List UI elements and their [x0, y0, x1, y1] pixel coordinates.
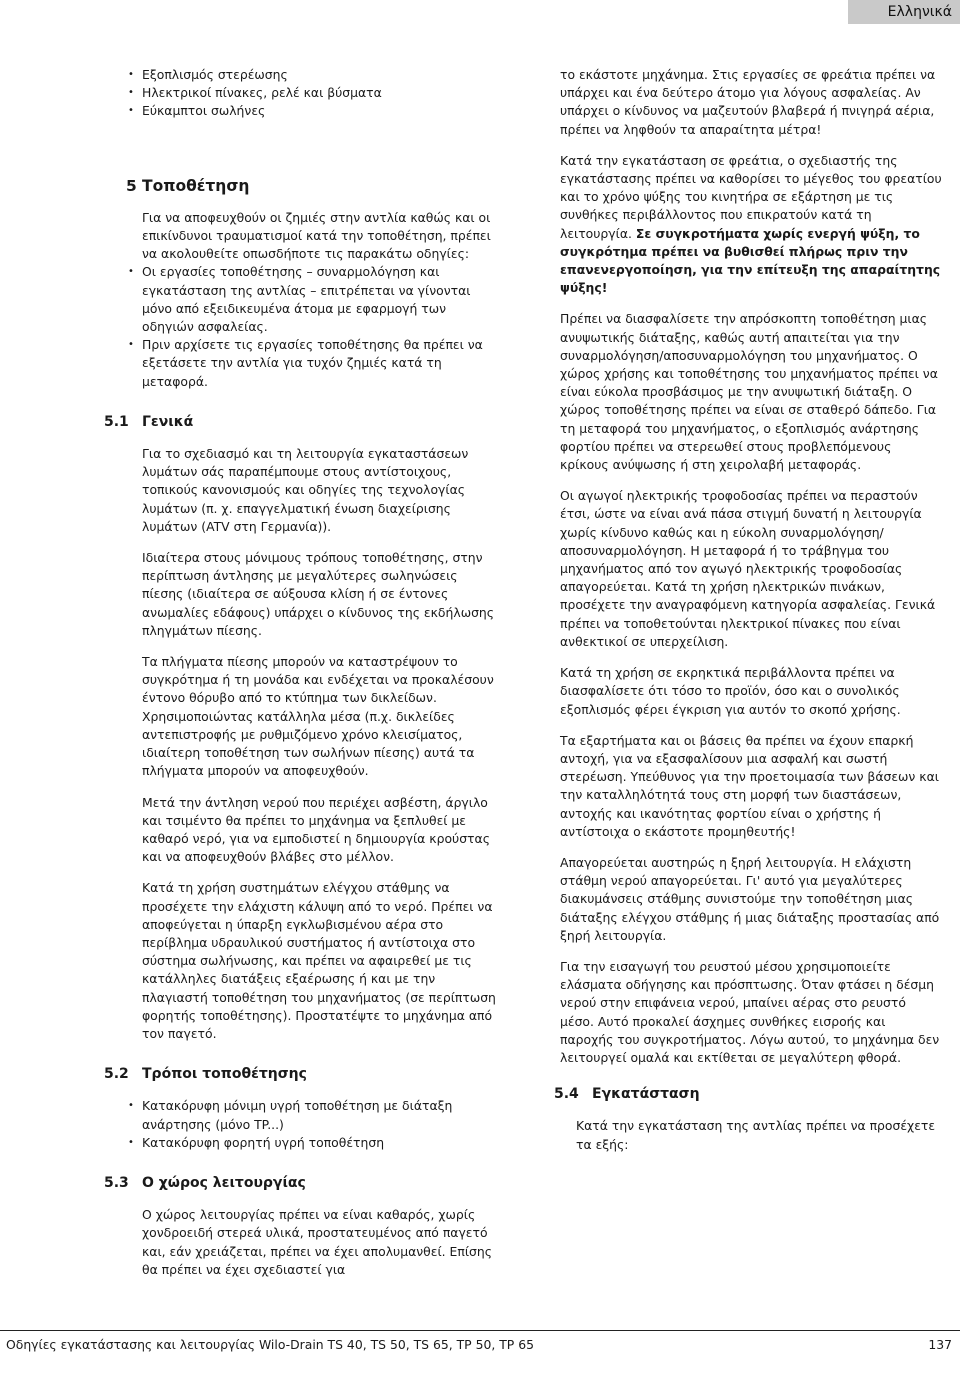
section-5-heading: [126, 177, 496, 195]
section-5-2-bullet-list: [126, 1097, 496, 1152]
section-5-3-body: [126, 1206, 496, 1279]
list-item: • Κατακόρυφη φορητή υγρή τοποθέτηση: [126, 1134, 496, 1152]
section-5-3-heading: [104, 1174, 496, 1192]
section-5-4-body: [560, 1117, 942, 1153]
intro-bullet-list: [126, 66, 496, 121]
paragraph: Τα πλήγματα πίεσης μπορούν να καταστρέψουν το συγκρότημα ή τη μονάδα και ενδέχεται να προκαλέσουν έντονο θόρυβο από το κτύπημα των δικλείδων. Χρησιμοποιώντας κατάλληλα μέσα (π.χ. δικλείδες αντεπιστροφής με ρυθμιζόμενο χρόνο κλεισίματος, ιδιαίτερη τοποθέτηση των σωλήνων πίεσης) αυτά τα πλήγματα μπορούν να αποφευχθούν.: [142, 654, 494, 779]
paragraph: Κατά τη χρήση συστημάτων ελέγχου στάθμης να προσέχετε την ελάχιστη κάλυψη από το νερό. Πρέπει να αποφεύγεται η ύπαρξη εγκλωβισμένου αέρα στο περίβλημα υδραυλικού συστήματος ή αντίστοιχα στο σύστημα σωλήνωσης, και πρέπει να αφαιρεθεί με τις κατάλληλες διατάξεις εξαέρωσης ή και με την πλαγιαστή τοποθέτηση του μηχανήματος (σε περίπτωση φορητής τοποθέτησης). Προστατέψτε το μηχάνημα από τον παγετό.: [142, 880, 496, 1041]
section-number: 5.2: [104, 1066, 129, 1083]
paragraph: Μετά την άντληση νερού που περιέχει ασβέστη, άργιλο και τσιμέντο θα πρέπει το μηχάνημα να ξεπλυθεί με καθαρό νερό, για να εμποδιστεί η δημιουργία κρούστας και να αποφευχθούν βλάβες στο μέλλον.: [142, 794, 490, 865]
paragraph: [560, 152, 942, 298]
language-tab: Ελληνικά: [848, 0, 960, 24]
section-5-body: [126, 209, 496, 264]
paragraph: Ιδιαίτερα στους μόνιμους τρόπους τοποθέτησης, στην περίπτωση άντλησης με μεγαλύτερες σωληνώσεις πίεσης (ιδιαίτερα σε αύξουσα κλίση ή σε έντονες ανωμαλίες εδάφους) υπάρχει ο κίνδυνος της εκδήλωσης πληγμάτων πίεσης.: [142, 550, 495, 638]
section-title: Ο χώρος λειτουργίας: [142, 1174, 306, 1191]
cooling-warning: Σε συγκροτήματα χωρίς ενεργή ψύξη, το συγκρότημα πρέπει να βυθισθεί πλήρως πριν την επανενεργοποίηση, για την επίτευξη της απαραίτητης ψύξης!: [560, 225, 941, 296]
paragraph: Οι αγωγοί ηλεκτρικής τροφοδοσίας πρέπει να περαστούν έτσι, ώστε να είναι ανά πάσα στιγμή δυνατή η λειτουργία χωρίς κίνδυνο καθώς και η εύκολη συναρμολόγηση/αποσυναρμολόγηση. Η μεταφορά ή το τράβηγμα του μηχανήματος από τον αγωγό ηλεκτρικής τροφοδοσίας απαγορεύεται. Κατά τη χρήση ηλεκτρικών πινάκων, προσέχετε την αναγραφόμενη κατηγορία ασφαλείας. Γενικά πρέπει να τοποθετούνται ηλεκτρικοί πίνακες που είναι ανθεκτικοί σε υπερχείλιση.: [560, 488, 936, 649]
right-column: [554, 66, 942, 1167]
section-title: Εγκατάσταση: [592, 1086, 700, 1103]
section-5-bullet-list: [126, 263, 496, 390]
list-item: • Κατακόρυφη μόνιμη υγρή τοποθέτηση με διάταξη ανάρτησης (μόνο TP...): [126, 1097, 496, 1133]
paragraph-text: Κατά την εγκατάσταση σε φρεάτια, ο σχεδιαστής της εγκατάστασης πρέπει να καθορίσει το μέγεθος του φρεατίου και το χρόνο ψύξης του κινητήρα σε εξάρτηση με τις συνθήκες περιβάλλοντος που επικρατούν κατά τη λειτουργία.: [560, 152, 942, 241]
footer-title: Οδηγίες εγκατάστασης και λειτουργίας Wilo-Drain TS 40, TS 50, TS 65, TP 50, TP 65: [6, 1337, 534, 1352]
section-5-1-heading: [104, 413, 496, 431]
section-number: 5.1: [104, 413, 129, 430]
list-item: • Εύκαμπτοι σωλήνες: [126, 102, 496, 120]
paragraph: Τα εξαρτήματα και οι βάσεις θα πρέπει να έχουν επαρκή αντοχή, για να εξασφαλίσουν μια ασφαλή και σωστή στερέωση. Υπεύθυνος για την προετοιμασία των βάσεων και την καταλληλότητά τους στη μορφή των διαστάσεων, αντοχής και ικανότητας φορτίου είναι ο χρήστης ή αντίστοιχα ο εκάστοτε προμηθευτής!: [560, 732, 939, 839]
section-title: Τοποθέτηση: [142, 176, 250, 195]
section-5-1-body: [126, 445, 496, 1043]
section-title: Γενικά: [142, 413, 194, 430]
paragraph: Ο χώρος λειτουργίας πρέπει να είναι καθαρός, χωρίς χονδροειδή στερεά υλικά, προστατευμένος από παγετό και, εάν χρειάζεται, πρέπει να έχει απολυμανθεί. Επίσης θα πρέπει να έχει σχεδιαστεί για: [142, 1207, 492, 1277]
paragraph: Για το σχεδιασμό και τη λειτουργία εγκαταστάσεων λυμάτων σάς παραπέμπουμε στους αντίστοιχους, τοπικούς κανονισμούς και οδηγίες της τεχνολογίας λυμάτων (π. χ. επαγγελματική ένωση διαχείρισης λυμάτων (ATV στη Γερμανία)).: [142, 446, 469, 534]
section-number: 5: [126, 176, 137, 195]
section-title: Τρόποι τοποθέτησης: [142, 1066, 307, 1083]
section-number: 5.4: [554, 1086, 579, 1103]
paragraph: Πρέπει να διασφαλίσετε την απρόσκοπτη τοποθέτηση μιας ανυψωτικής διάταξης, καθώς αυτή απαιτείται για την συναρμολόγηση/αποσυναρμολόγηση του μηχανήματος. Ο χώρος χρήσης και τοποθέτησης του μηχανήματος πρέπει να είναι εύκολα προσβάσιμος με την ανυψωτική διάταξη. Ο χώρος τοποθέτησης πρέπει να είναι σε σταθερό δάπεδο. Για τη μεταφορά του μηχανήματος, ο εξοπλισμός ανάρτησης φορτίου πρέπει να στερεωθεί στους προβλεπόμενους κρίκους ανύψωσης ή στη χειρολαβή μεταφοράς.: [560, 311, 938, 473]
left-column: [104, 66, 496, 1292]
list-item: • Εξοπλισμός στερέωσης: [126, 66, 496, 84]
page-number: 137: [928, 1337, 952, 1352]
list-item: • Πριν αρχίσετε τις εργασίες τοποθέτησης θα πρέπει να εξετάσετε την αντλία για τυχόν ζημιές κατά τη μεταφορά.: [126, 336, 496, 391]
paragraph: Κατά την εγκατάσταση της αντλίας πρέπει να προσέχετε τα εξής:: [576, 1118, 936, 1152]
list-item: • Ηλεκτρικοί πίνακες, ρελέ και βύσματα: [126, 84, 496, 102]
paragraph: το εκάστοτε μηχάνημα. Στις εργασίες σε φρεάτια πρέπει να υπάρχει και ένα δεύτερο άτομο για λόγους ασφαλείας. Αν υπάρχει ο κίνδυνος να μαζευτούν βλαβερά ή πνιγηρά αέρια, πρέπει να ληφθούν τα απαραίτητα μέτρα!: [560, 67, 936, 137]
paragraph: Κατά τη χρήση σε εκρηκτικά περιβάλλοντα πρέπει να διασφαλίσετε ότι τόσο το προϊόν, όσο και ο συνολικός εξοπλισμός φέρει έγκριση για αυτόν το σκοπό χρήσης.: [560, 665, 901, 717]
page-footer: [0, 1330, 960, 1352]
section-5-4-heading: [554, 1085, 942, 1103]
paragraph: Για να αποφευχθούν οι ζημιές στην αντλία καθώς και οι επικίνδυνοι τραυματισμοί κατά την τοποθέτηση, πρέπει να ακολουθείτε οπωσδήποτε τις παρακάτω οδηγίες:: [142, 209, 491, 262]
paragraph: Απαγορεύεται αυστηρώς η ξηρή λειτουργία. Η ελάχιστη στάθμη νερού απαγορεύεται. Γι' αυτό για μεγαλύτερες διακυμάνσεις στάθμης συνιστούμε την τοποθέτηση μιας διάταξης ελέγχου στάθμης ή μιας διάταξης προστασίας από ξηρή λειτουργία.: [560, 854, 940, 943]
section-number: 5.3: [104, 1174, 129, 1191]
paragraph: Για την εισαγωγή του ρευστού μέσου χρησιμοποιείτε ελάσματα οδήγησης και πρόσπτωσης. Όταν φτάσει η δέσμη νερού στην επιφάνεια νερού, μπαίνει αέρας στο ρευστό μέσο. Αυτό προκαλεί άσχημες συνθήκες εισροής και παροχής του συγκροτήματος. Λόγω αυτού, το μηχάνημα δεν λειτουργεί ομαλά και εκτίθεται σε μεγαλύτερη φθορά.: [560, 958, 940, 1065]
section-5-2-heading: [104, 1065, 496, 1083]
list-item: • Οι εργασίες τοποθέτησης – συναρμολόγηση και εγκατάσταση της αντλίας – επιτρέπεται να γίνονται μόνο από εξειδικευμένα άτομα με εφαρμογή των οδηγιών ασφαλείας.: [126, 263, 496, 336]
